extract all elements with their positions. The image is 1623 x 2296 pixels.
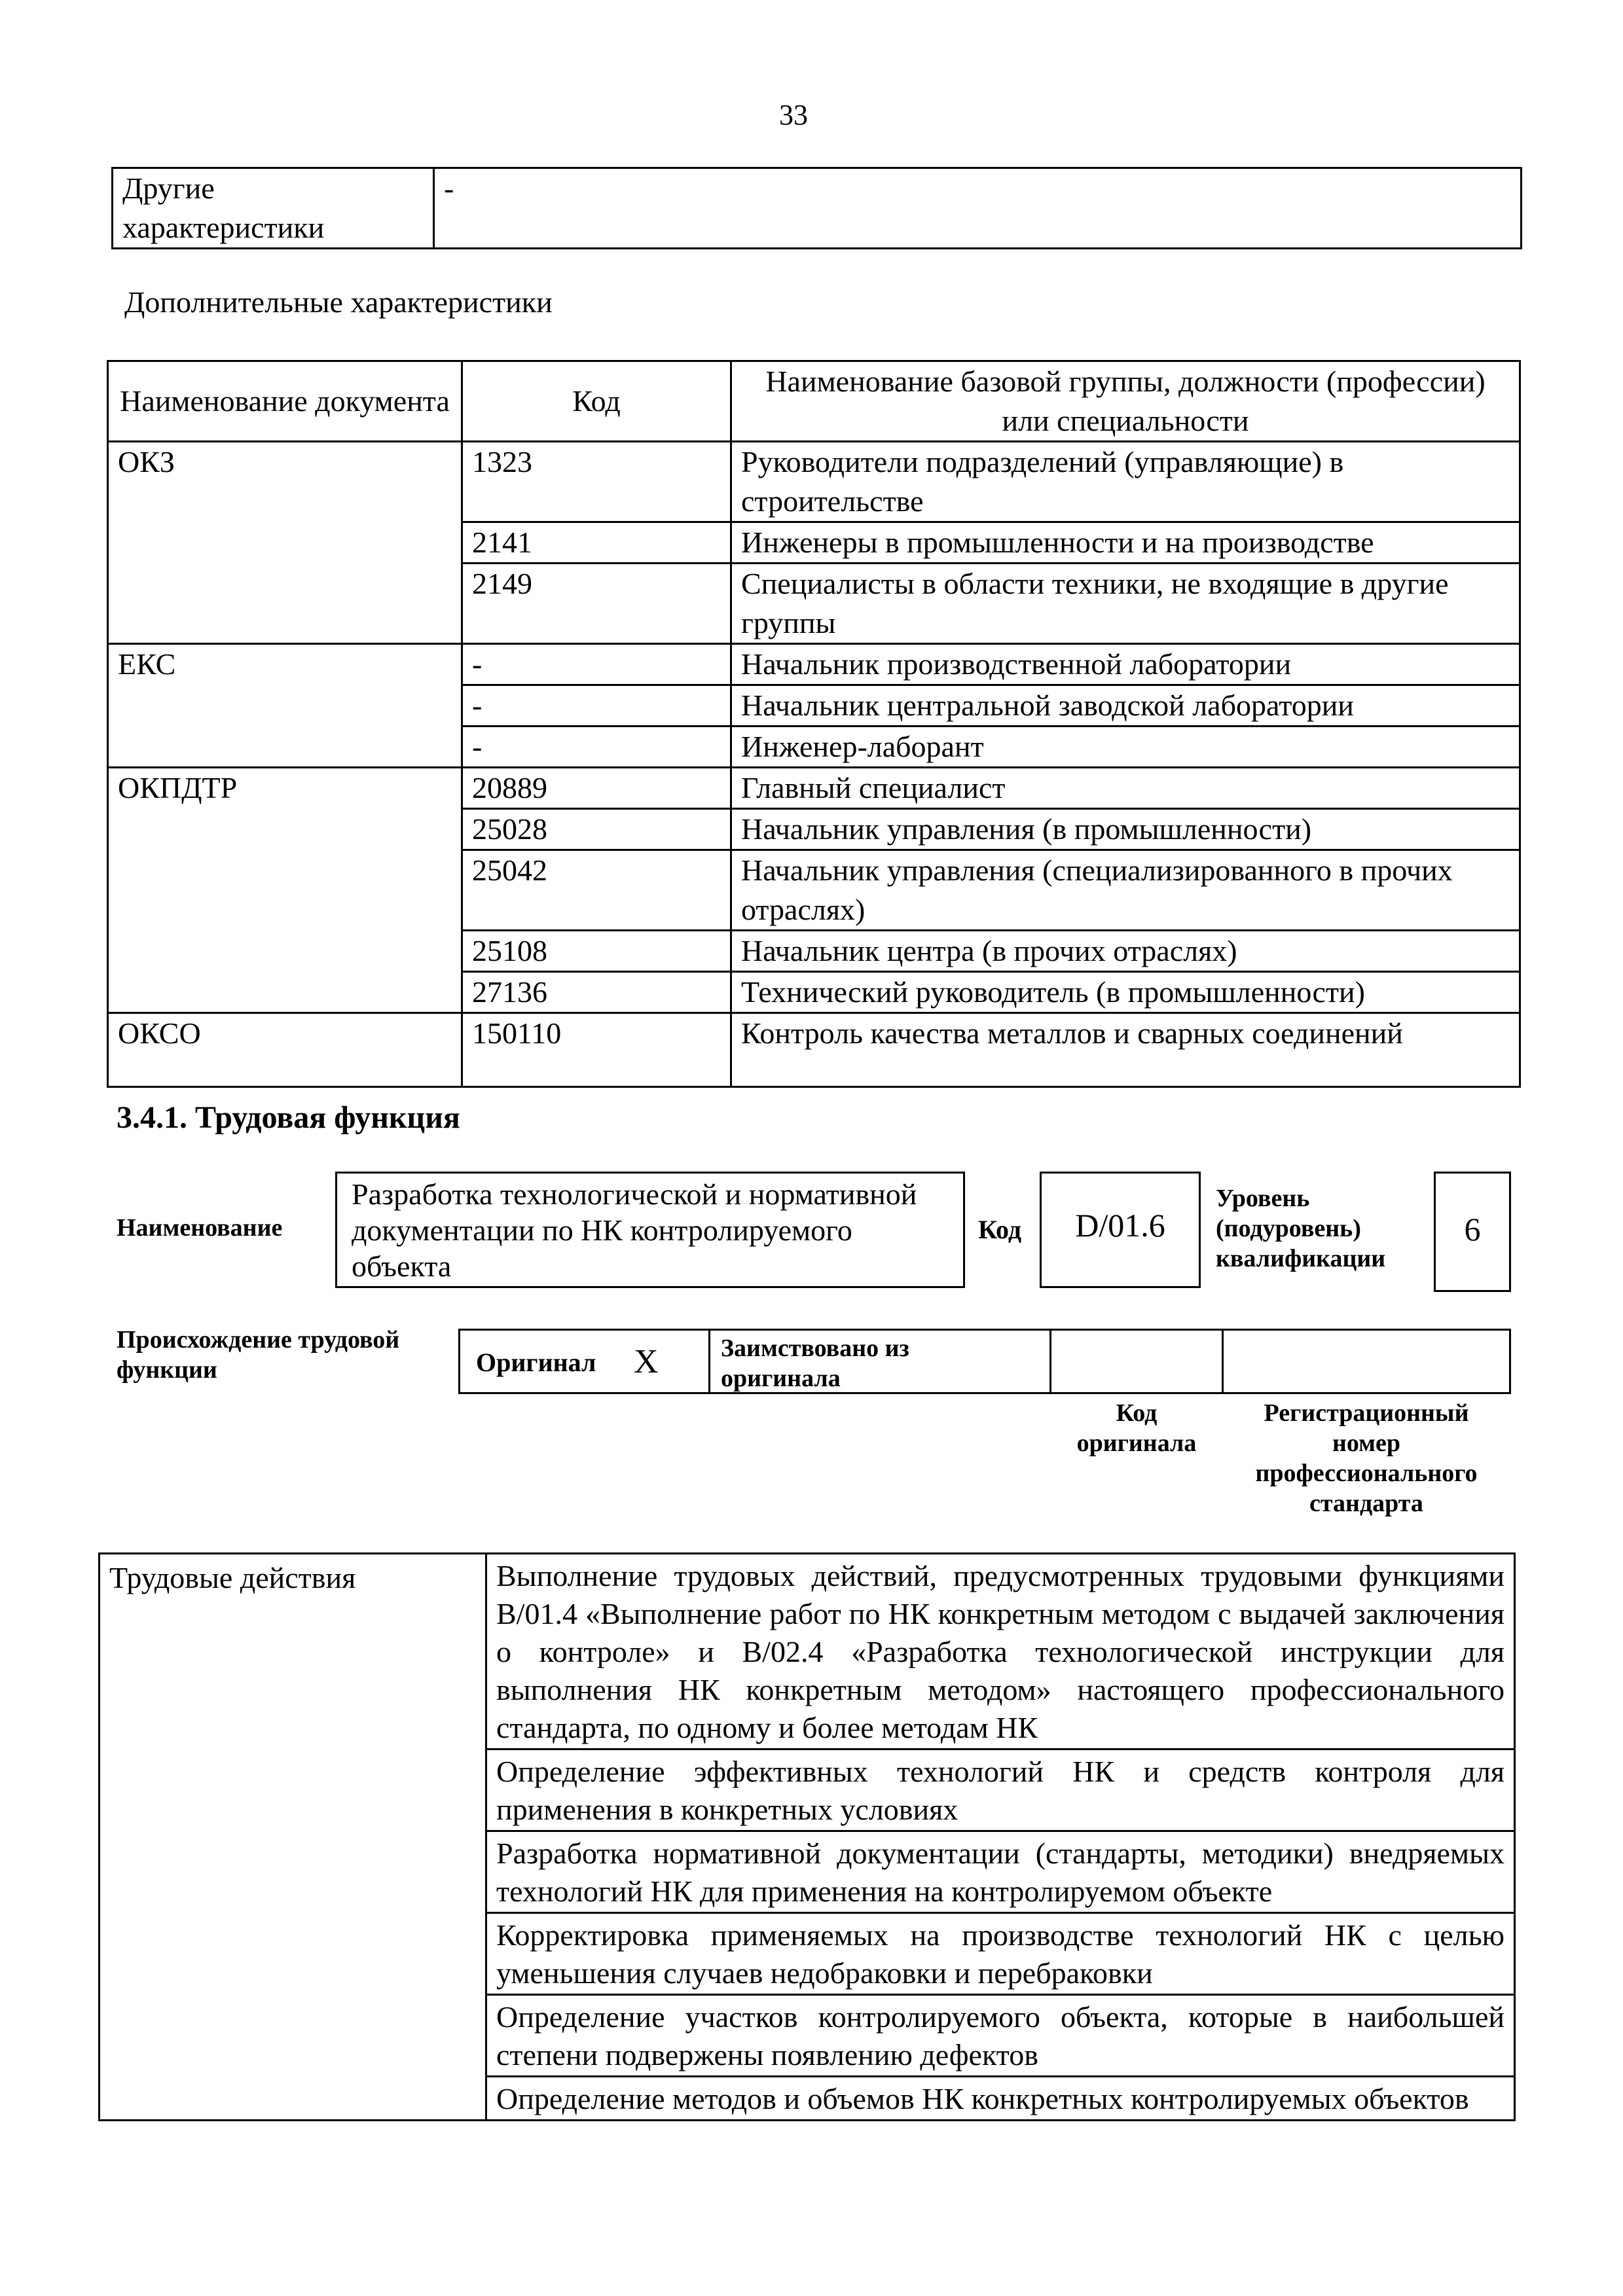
labor-action-item: Определение участков контролируемого объекта, которые в наибольшей степени подвержены появлению дефектов [486, 1995, 1515, 2077]
header-document-name: Наименование документа [108, 361, 462, 442]
table-row: 27136 Технический руководитель (в промышленности) [108, 972, 1520, 1013]
table-row: ОКСО 150110 Контроль качества металлов и сварных соединений [108, 1013, 1520, 1087]
table-row: ОКПДТР 20889 Главный специалист [108, 768, 1520, 809]
table-row: ЕКС - Начальник производственной лаборатории [108, 644, 1520, 685]
qualification-level-label: Уровень (подуровень) квалификации [1216, 1185, 1386, 1272]
header-group-name: Наименование базовой группы, должности (профессии) или специальности [731, 361, 1520, 442]
table-row: 2141 Инженеры в промышленности и на производстве [108, 522, 1520, 564]
labor-action-item: Выполнение трудовых действий, предусмотренных трудовыми функциями В/01.4 «Выполнение работ по НК конкретным методом с выдачей заключения о контроле» и В/02.4 «Разработка технологической инструкции для выполнения НК конкретным методом» настоящего профессионального стандарта, по одному и более методам НК [486, 1554, 1515, 1749]
origin-original-cell [458, 1329, 710, 1394]
other-characteristics-label: Другие характеристики [113, 168, 434, 249]
other-characteristics-value: - [434, 168, 1522, 249]
original-code-caption: Код оригинала [1076, 1399, 1197, 1457]
header-code: Код [462, 361, 731, 442]
labor-actions-label: Трудовые действия [100, 1554, 486, 2121]
other-characteristics-table [111, 167, 1522, 249]
page-number: 33 [779, 99, 808, 131]
table-row: - Начальник центральной заводской лаборатории [108, 685, 1520, 726]
origin-label: Происхождение трудовой функции [117, 1326, 400, 1384]
table-row: 25108 Начальник центра (в прочих отраслях) [108, 931, 1520, 972]
labor-action-item: Определение методов и объемов НК конкретных контролируемых объектов [486, 2077, 1515, 2121]
registration-number-caption: Регистрационный номер профессионального стандарта [1255, 1399, 1478, 1517]
function-code-box [1040, 1172, 1201, 1288]
origin-code-cell [1049, 1329, 1224, 1394]
labor-actions-table [98, 1552, 1516, 2121]
table-row: 25042 Начальник управления (специализированного в прочих отраслях) [108, 850, 1520, 931]
name-label: Наименование [117, 1214, 283, 1242]
section-title: 3.4.1. Трудовая функция [117, 1100, 460, 1135]
function-code-value: D/01.6 [1075, 1207, 1165, 1244]
table-row [100, 1554, 1515, 1749]
function-name-box [335, 1172, 965, 1288]
table-row: 25028 Начальник управления (в промышленности) [108, 809, 1520, 850]
qualification-level-value: 6 [1464, 1211, 1481, 1247]
original-mark: X [634, 1343, 659, 1380]
table-row: - Инженер-лаборант [108, 726, 1520, 768]
qualification-level-box [1434, 1172, 1511, 1292]
function-name-value: Разработка технологической и нормативной документации по НК контролируемого объекта [352, 1177, 917, 1283]
code-label: Код [978, 1215, 1022, 1244]
table-row: ОКЗ 1323 Руководители подразделений (управляющие) в строительстве [108, 442, 1520, 522]
labor-action-item: Разработка нормативной документации (стандарты, методики) внедряемых технологий НК для применения на контролируемом объекте [486, 1831, 1515, 1913]
origin-borrowed-cell: Заимствовано из оригинала [708, 1329, 1051, 1394]
origin-reg-number-cell [1222, 1329, 1511, 1394]
additional-characteristics-table [107, 360, 1521, 1088]
labor-action-item: Определение эффективных технологий НК и средств контроля для применения в конкретных условиях [486, 1749, 1515, 1831]
labor-action-item: Корректировка применяемых на производстве технологий НК с целью уменьшения случаев недобраковки и перебраковки [486, 1913, 1515, 1995]
additional-characteristics-title: Дополнительные характеристики [124, 285, 553, 319]
table-row: 2149 Специалисты в области техники, не входящие в другие группы [108, 564, 1520, 644]
original-label: Оригинал [476, 1348, 596, 1377]
